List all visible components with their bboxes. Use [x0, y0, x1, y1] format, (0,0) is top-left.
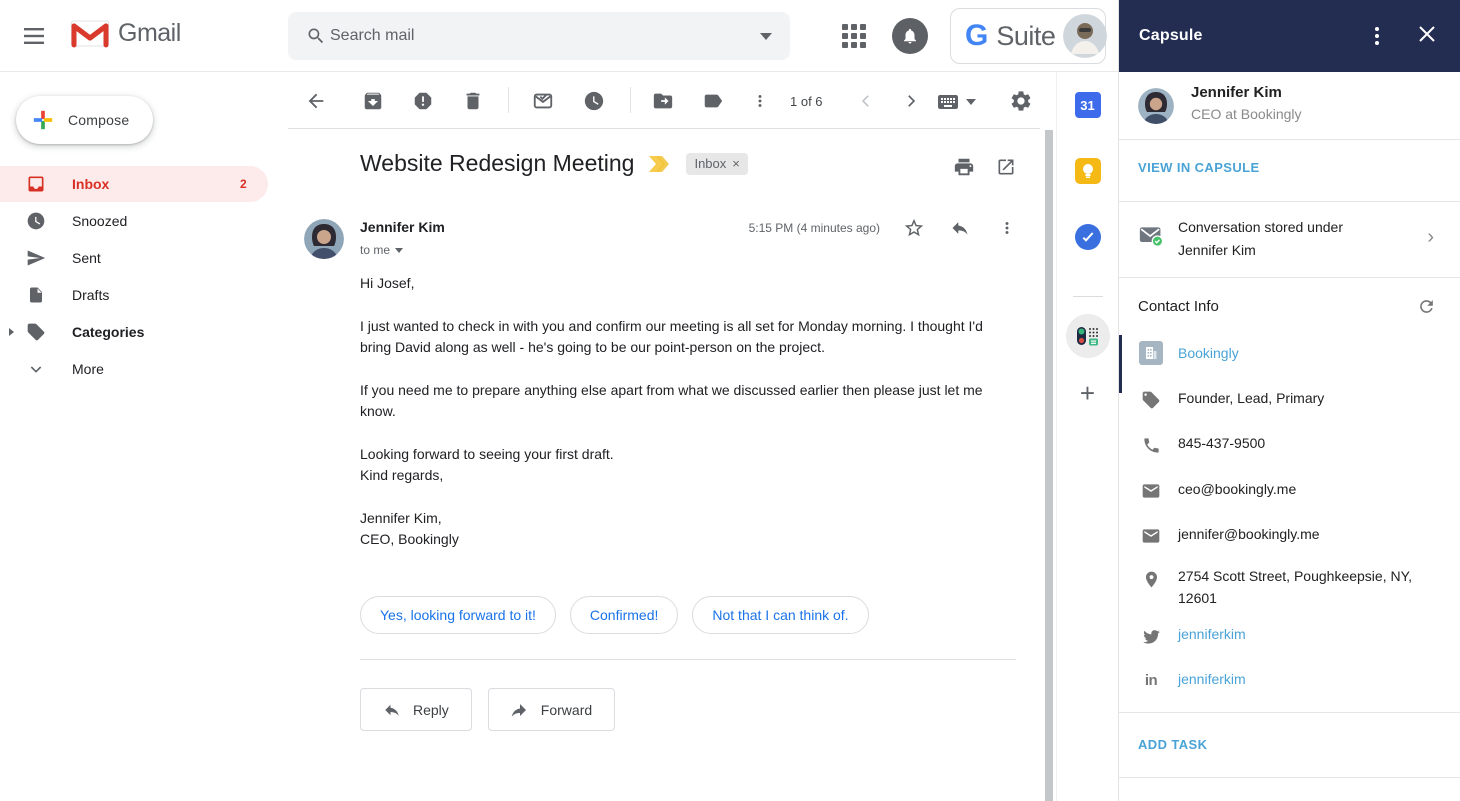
- capsule-contact-name: Jennifer Kim: [1191, 84, 1282, 101]
- report-spam-button[interactable]: [403, 81, 443, 121]
- capsule-scrollbar-thumb[interactable]: [1119, 335, 1122, 393]
- reply-arrow-icon: [950, 218, 970, 238]
- back-arrow-icon: [305, 90, 327, 112]
- clock-icon: [583, 90, 605, 112]
- signature-line: CEO, Bookingly: [360, 531, 459, 547]
- main-menu-button[interactable]: [14, 16, 54, 56]
- contact-tags: Founder, Lead, Primary: [1178, 390, 1325, 406]
- keep-addon-button[interactable]: [1075, 158, 1101, 184]
- linkedin-icon: in: [1144, 671, 1158, 689]
- capsule-addon-button[interactable]: [1066, 314, 1110, 358]
- location-pin-icon: [1139, 567, 1163, 591]
- recipient-text: to me: [360, 243, 391, 257]
- forward-arrow-icon: [511, 701, 529, 719]
- signature-line: Jennifer Kim,: [360, 509, 442, 526]
- chevron-right-icon: [902, 92, 920, 110]
- gear-icon: [1009, 89, 1033, 113]
- reply-icon-button[interactable]: [940, 208, 980, 248]
- calendar-addon-button[interactable]: [1075, 92, 1101, 118]
- search-bar[interactable]: [288, 12, 790, 60]
- add-addon-button[interactable]: [1080, 378, 1095, 409]
- print-button[interactable]: [944, 147, 984, 187]
- stored-conversation-text: [1178, 216, 1343, 262]
- user-avatar[interactable]: [1063, 14, 1107, 58]
- inbox-icon: [26, 174, 46, 194]
- sender-avatar-image: [304, 219, 344, 259]
- sender-avatar[interactable]: [304, 219, 344, 259]
- email-icon: [1139, 479, 1163, 503]
- view-in-capsule-link[interactable]: VIEW IN CAPSULE: [1138, 160, 1260, 175]
- move-to-button[interactable]: [643, 81, 683, 121]
- reply-forward-row: [360, 688, 615, 731]
- star-button[interactable]: [894, 208, 934, 248]
- smart-reply-button[interactable]: Not that I can think of.: [692, 596, 868, 634]
- gmail-wordmark: Gmail: [118, 18, 181, 47]
- capsule-divider: [1119, 777, 1460, 778]
- delete-button[interactable]: [453, 81, 493, 121]
- email-footer-divider: [360, 659, 1016, 660]
- sidebar-item-categories[interactable]: [0, 314, 268, 350]
- inbox-label-chip[interactable]: [686, 153, 747, 175]
- sender-name[interactable]: Jennifer Kim: [360, 219, 445, 235]
- calendar-icon: 31: [1080, 97, 1095, 113]
- close-icon: [1415, 22, 1439, 46]
- recipient-caret-icon: [395, 248, 403, 253]
- archive-icon: [362, 90, 384, 112]
- search-input[interactable]: [330, 27, 710, 45]
- capsule-contact-role: CEO at Bookingly: [1191, 106, 1302, 122]
- body-paragraph: I just wanted to check in with you and confirm our meeting is all set for Monday morning. I thought I'd bring David along as well - he's going to be our point-person on the project.: [360, 317, 983, 355]
- capsule-panel: [1118, 0, 1460, 801]
- more-vertical-icon: [751, 92, 769, 110]
- compose-plus-icon: [32, 109, 54, 131]
- sidebar-item-label: Categories: [72, 324, 145, 340]
- email-body: [360, 273, 1012, 572]
- mark-unread-button[interactable]: [523, 81, 563, 121]
- sent-icon: [26, 248, 46, 268]
- email-subject-row: [360, 150, 748, 177]
- reply-button-label: Reply: [413, 701, 449, 718]
- more-vertical-icon: [998, 219, 1016, 237]
- capsule-title: Capsule: [1139, 27, 1203, 44]
- open-in-new-window-button[interactable]: [986, 147, 1026, 187]
- capsule-header: [1119, 0, 1460, 72]
- toolbar-separator: [508, 87, 509, 113]
- tags-icon: [1139, 388, 1163, 412]
- bell-icon: [901, 27, 919, 45]
- contact-info-title: Contact Info: [1138, 298, 1219, 315]
- open-in-new-icon: [996, 157, 1016, 177]
- older-button[interactable]: [891, 81, 931, 121]
- main-scrollbar[interactable]: [1044, 130, 1054, 801]
- reply-arrow-icon: [383, 701, 401, 719]
- email-timestamp: 5:15 PM (4 minutes ago): [748, 221, 880, 235]
- capsule-menu-button[interactable]: [1365, 24, 1389, 48]
- sidebar-item-more[interactable]: [0, 351, 268, 387]
- tasks-check-icon: [1080, 229, 1096, 245]
- gsuite-wordmark: Suite: [996, 20, 1056, 51]
- smart-reply-button[interactable]: Confirmed!: [570, 596, 678, 634]
- capsule-divider: [1119, 139, 1460, 140]
- back-button[interactable]: [296, 81, 336, 121]
- printer-icon: [953, 156, 975, 178]
- sidebar-item-label: Sent: [72, 250, 101, 266]
- capsule-close-button[interactable]: [1415, 22, 1439, 46]
- capsule-divider: [1119, 277, 1460, 278]
- snoozed-icon: [26, 211, 46, 231]
- compose-button[interactable]: [16, 96, 153, 144]
- sidebar-item-label: Drafts: [72, 287, 110, 303]
- more-actions-button[interactable]: [740, 81, 780, 121]
- keyboard-icon: [936, 90, 960, 114]
- contact-twitter-link[interactable]: jenniferkim: [1178, 626, 1246, 642]
- phone-icon: [1139, 433, 1163, 457]
- sidebar-item-sent[interactable]: [0, 240, 268, 276]
- stored-conversation-chevron-icon[interactable]: ›: [1427, 226, 1434, 248]
- label-icon: [702, 90, 724, 112]
- page-indicator: 1 of 6: [790, 94, 823, 109]
- settings-button[interactable]: [1001, 81, 1041, 121]
- search-options-caret-icon[interactable]: [760, 33, 772, 40]
- move-to-folder-icon: [652, 90, 674, 112]
- gsuite-g-logo: G: [965, 19, 989, 52]
- plus-icon: +: [1079, 378, 1096, 408]
- categories-icon: [26, 322, 46, 342]
- email-subject: Website Redesign Meeting: [360, 150, 635, 176]
- add-task-link[interactable]: ADD TASK: [1138, 737, 1208, 752]
- body-greeting: Hi Josef,: [360, 275, 415, 291]
- inbox-unread-badge: 2: [240, 177, 247, 191]
- sidebar-item-label: Snoozed: [72, 213, 128, 229]
- gsuite-account-widget[interactable]: [950, 8, 1106, 64]
- gmail-header: [0, 0, 1118, 72]
- smart-reply-button[interactable]: Yes, looking forward to it!: [360, 596, 556, 634]
- refresh-icon: [1417, 297, 1436, 316]
- snooze-button[interactable]: [574, 81, 614, 121]
- gmail-logo[interactable]: [70, 18, 181, 48]
- contact-email-personal: jennifer@bookingly.me: [1178, 526, 1320, 542]
- gmail-envelope-icon: [70, 18, 110, 48]
- inbox-label-chip-text: Inbox: [694, 156, 727, 171]
- chevron-down-icon: [26, 359, 46, 379]
- recipient-toggle[interactable]: [360, 243, 403, 257]
- compose-label: Compose: [68, 112, 130, 128]
- sidebar-item-drafts[interactable]: [0, 277, 268, 313]
- search-icon: [306, 26, 326, 46]
- organisation-icon: [1139, 341, 1163, 365]
- body-paragraph: If you need me to prepare anything else apart from what we discussed earlier then please just let me know.: [360, 381, 983, 419]
- mark-unread-icon: [532, 90, 554, 112]
- drafts-icon: [26, 285, 46, 305]
- sidebar-item-label: Inbox: [72, 176, 110, 192]
- main-scrollbar-thumb[interactable]: [1045, 130, 1053, 801]
- organisation-link[interactable]: Bookingly: [1178, 345, 1239, 361]
- body-line: Looking forward to seeing your first draft.: [360, 445, 614, 462]
- sidebar-item-label: More: [72, 361, 104, 377]
- tasks-addon-button[interactable]: [1075, 224, 1101, 250]
- contact-linkedin-link[interactable]: jenniferkim: [1178, 671, 1246, 687]
- contact-phone: 845-437-9500: [1178, 435, 1266, 451]
- toolbar-separator: [630, 87, 631, 113]
- smart-reply-row: [360, 596, 869, 634]
- user-avatar-image: [1063, 14, 1107, 58]
- keep-bulb-icon: [1081, 163, 1095, 179]
- google-apps-button[interactable]: [838, 20, 870, 52]
- email-icon: [1139, 524, 1163, 548]
- sidebar-item-snoozed[interactable]: [0, 203, 268, 239]
- toolbar-divider: [288, 128, 1040, 129]
- forward-button[interactable]: [488, 688, 615, 731]
- hamburger-icon: [24, 28, 44, 44]
- capsule-divider: [1119, 712, 1460, 713]
- contact-address: 2754 Scott Street, Poughkeepsie, NY, 12601: [1178, 568, 1413, 606]
- categories-expand-icon[interactable]: [9, 328, 14, 336]
- contact-email-work: ceo@bookingly.me: [1178, 481, 1297, 497]
- stored-conversation-line1: Conversation stored under: [1178, 219, 1343, 235]
- stored-conversation-icon: [1139, 224, 1163, 248]
- twitter-icon: [1139, 624, 1163, 648]
- archive-button[interactable]: [353, 81, 393, 121]
- sidebar-item-inbox[interactable]: [0, 166, 268, 202]
- forward-button-label: Forward: [540, 701, 593, 718]
- strip-divider: [1073, 296, 1103, 297]
- capsule-contact-avatar: [1138, 88, 1174, 124]
- remove-label-icon[interactable]: ×: [732, 156, 740, 171]
- input-tools-button[interactable]: [936, 90, 976, 114]
- star-icon: [903, 217, 925, 239]
- important-marker-icon[interactable]: [648, 155, 672, 173]
- stored-conversation-line2: Jennifer Kim: [1178, 242, 1256, 258]
- capsule-divider: [1119, 201, 1460, 202]
- capsule-contact-avatar-image: [1138, 88, 1174, 124]
- newer-button[interactable]: [846, 81, 886, 121]
- reply-button[interactable]: [360, 688, 472, 731]
- trash-icon: [462, 90, 484, 112]
- message-more-button[interactable]: [987, 208, 1027, 248]
- addon-side-strip: [1056, 72, 1118, 801]
- refresh-button[interactable]: [1417, 297, 1436, 321]
- notifications-button[interactable]: [892, 18, 928, 54]
- input-tools-caret-icon: [966, 99, 976, 105]
- report-spam-icon: [412, 90, 434, 112]
- body-line: Kind regards,: [360, 467, 444, 483]
- label-button[interactable]: [693, 81, 733, 121]
- capsule-addon-icon: [1075, 323, 1101, 349]
- chevron-left-icon: [857, 92, 875, 110]
